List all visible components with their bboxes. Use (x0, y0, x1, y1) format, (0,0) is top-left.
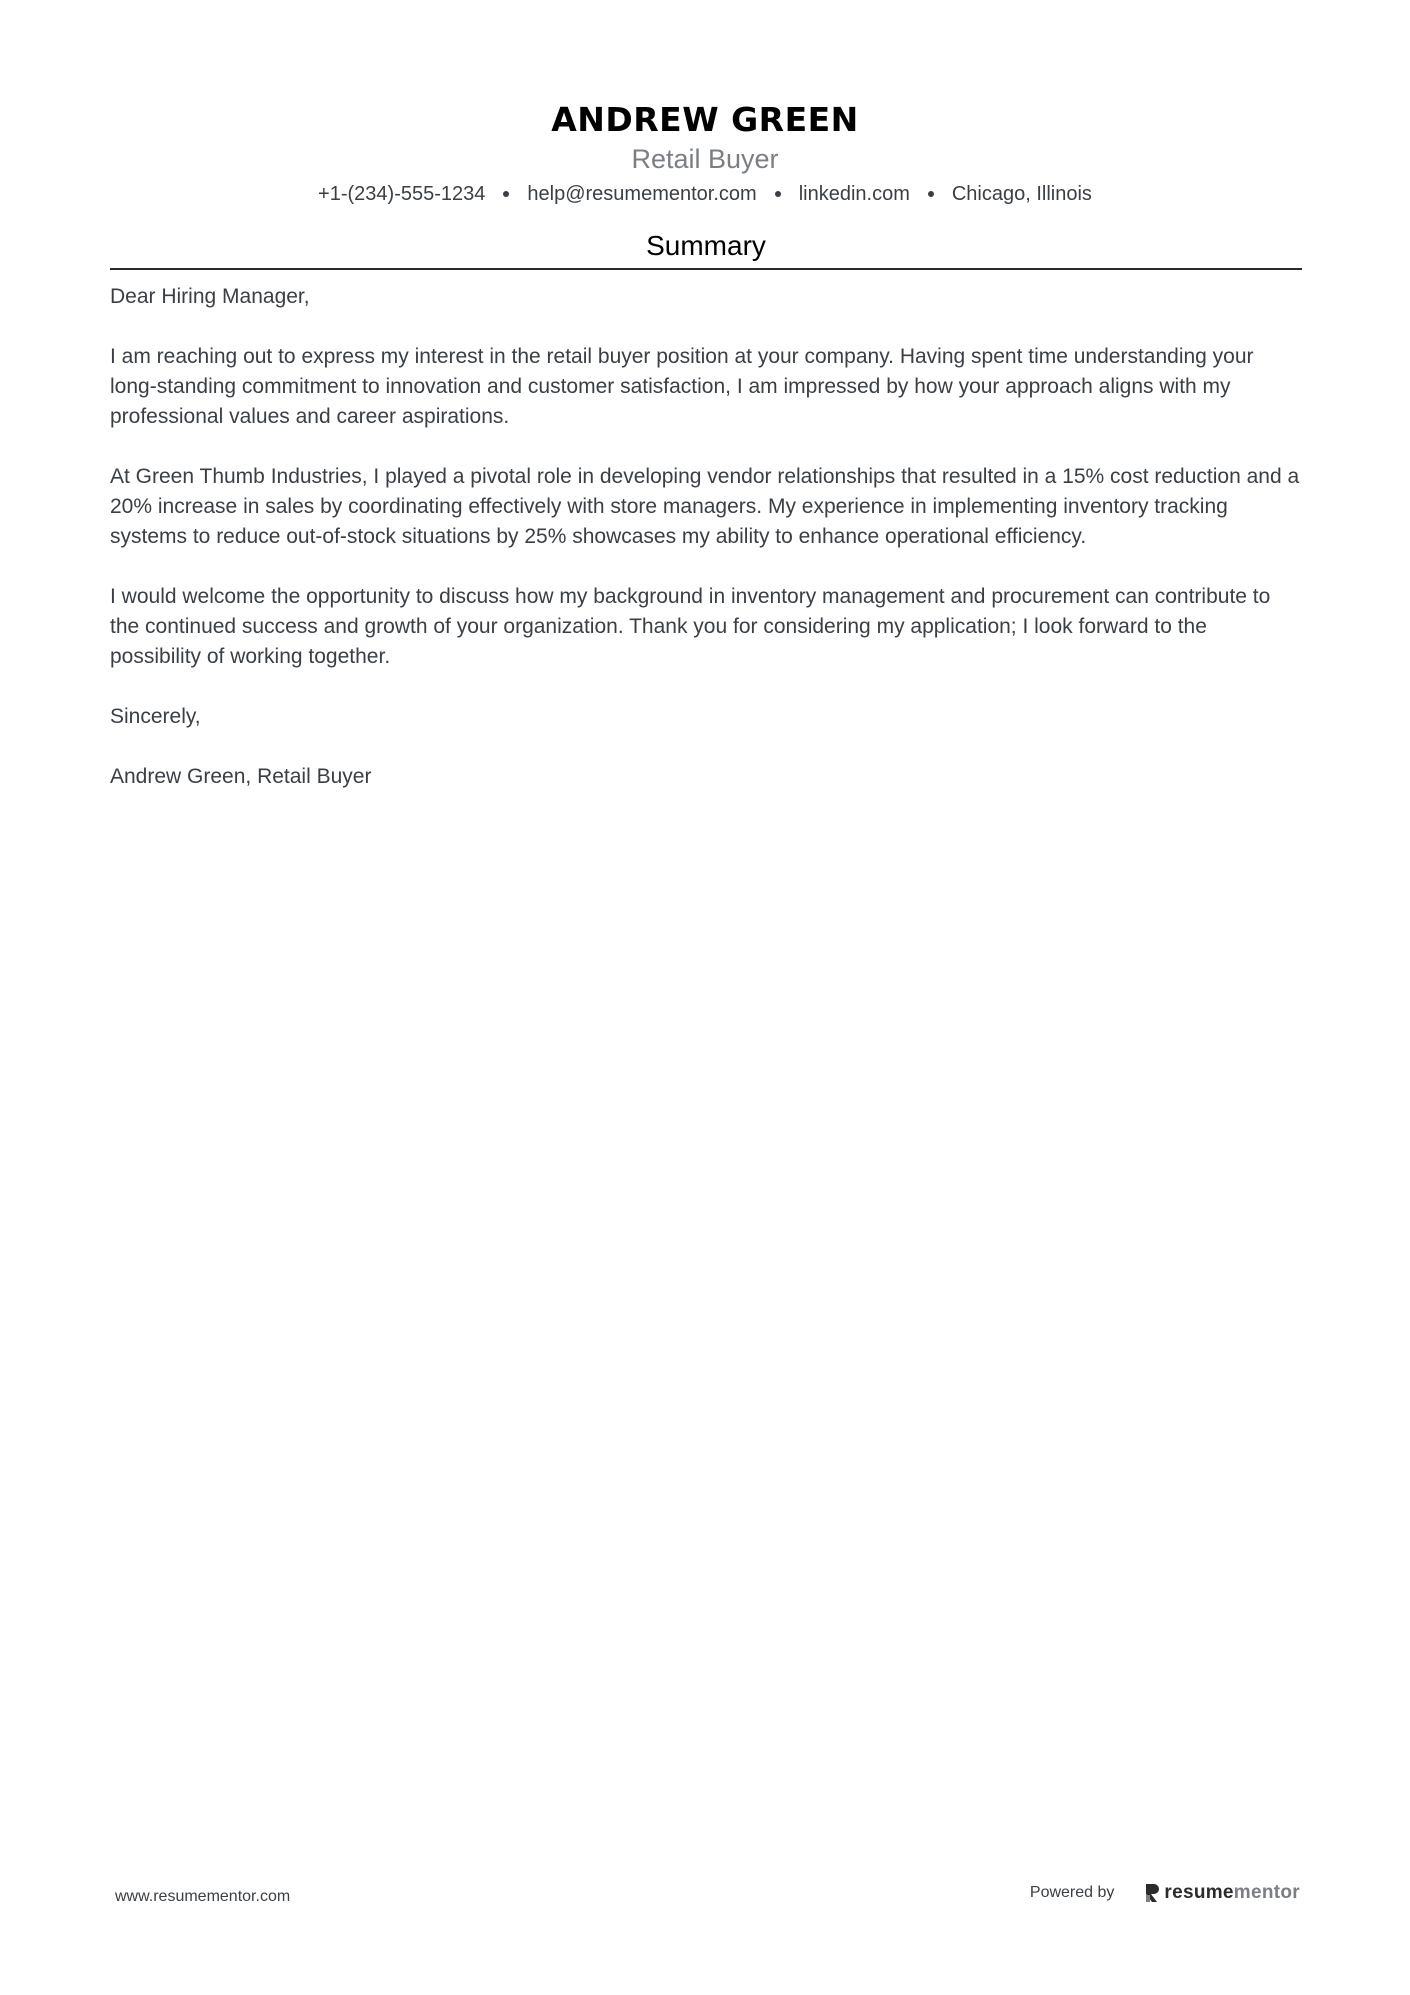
bullet-separator (928, 191, 934, 197)
powered-by-label: Powered by (1029, 1884, 1115, 1901)
footer-powered-by (1030, 1882, 1300, 1904)
candidate-title: Retail Buyer (631, 144, 779, 174)
bullet-separator (503, 191, 509, 197)
letter-header (0, 98, 1410, 208)
letter-paragraph: At Green Thumb Industries, I played a pivotal role in developing vendor relationships that resulted in a 15% cost reduction and a 20% increase in sales by coordinating effectively with store managers. My experience in implementing inventory tracking systems to reduce out-of-stock situations by 25% showcases my ability to enhance operational efficiency. (110, 465, 1300, 548)
footer-website[interactable]: www.resumementor.com (115, 1888, 291, 1905)
letter-closing: Sincerely, (110, 705, 201, 728)
contact-phone: +1-(234)-555-1234 (318, 183, 486, 205)
letter-paragraph: I would welcome the opportunity to discuss how my background in inventory management and procurement can contribute to the continued success and growth of your organization. Thank you for considering my application; I look forward to the possibility of working together. (110, 585, 1271, 668)
candidate-name: ANDREW GREEN (551, 100, 859, 139)
contact-email[interactable]: help@resumementor.com (527, 183, 757, 205)
letter-body (110, 282, 1302, 822)
contact-line (0, 180, 1410, 208)
letter-paragraph: I am reaching out to express my interest in the retail buyer position at your company. Having spent time understanding your long-standing commitment to innovation and customer satisfaction, I am impressed by how your approach aligns with my professional values and career aspirations. (110, 345, 1254, 428)
resumementor-logo[interactable] (1144, 1882, 1300, 1904)
letter-signature: Andrew Green, Retail Buyer (110, 765, 372, 788)
brand-name-part1: resume (1164, 1882, 1234, 1903)
contact-location: Chicago, Illinois (951, 183, 1092, 205)
brand-name-part2: mentor (1233, 1882, 1300, 1903)
section-title: Summary (646, 230, 766, 261)
resumementor-logo-icon (1144, 1883, 1160, 1903)
contact-linkedin[interactable]: linkedin.com (798, 183, 910, 205)
section-divider (110, 268, 1302, 270)
letter-greeting: Dear Hiring Manager, (110, 285, 310, 308)
bullet-separator (775, 191, 781, 197)
